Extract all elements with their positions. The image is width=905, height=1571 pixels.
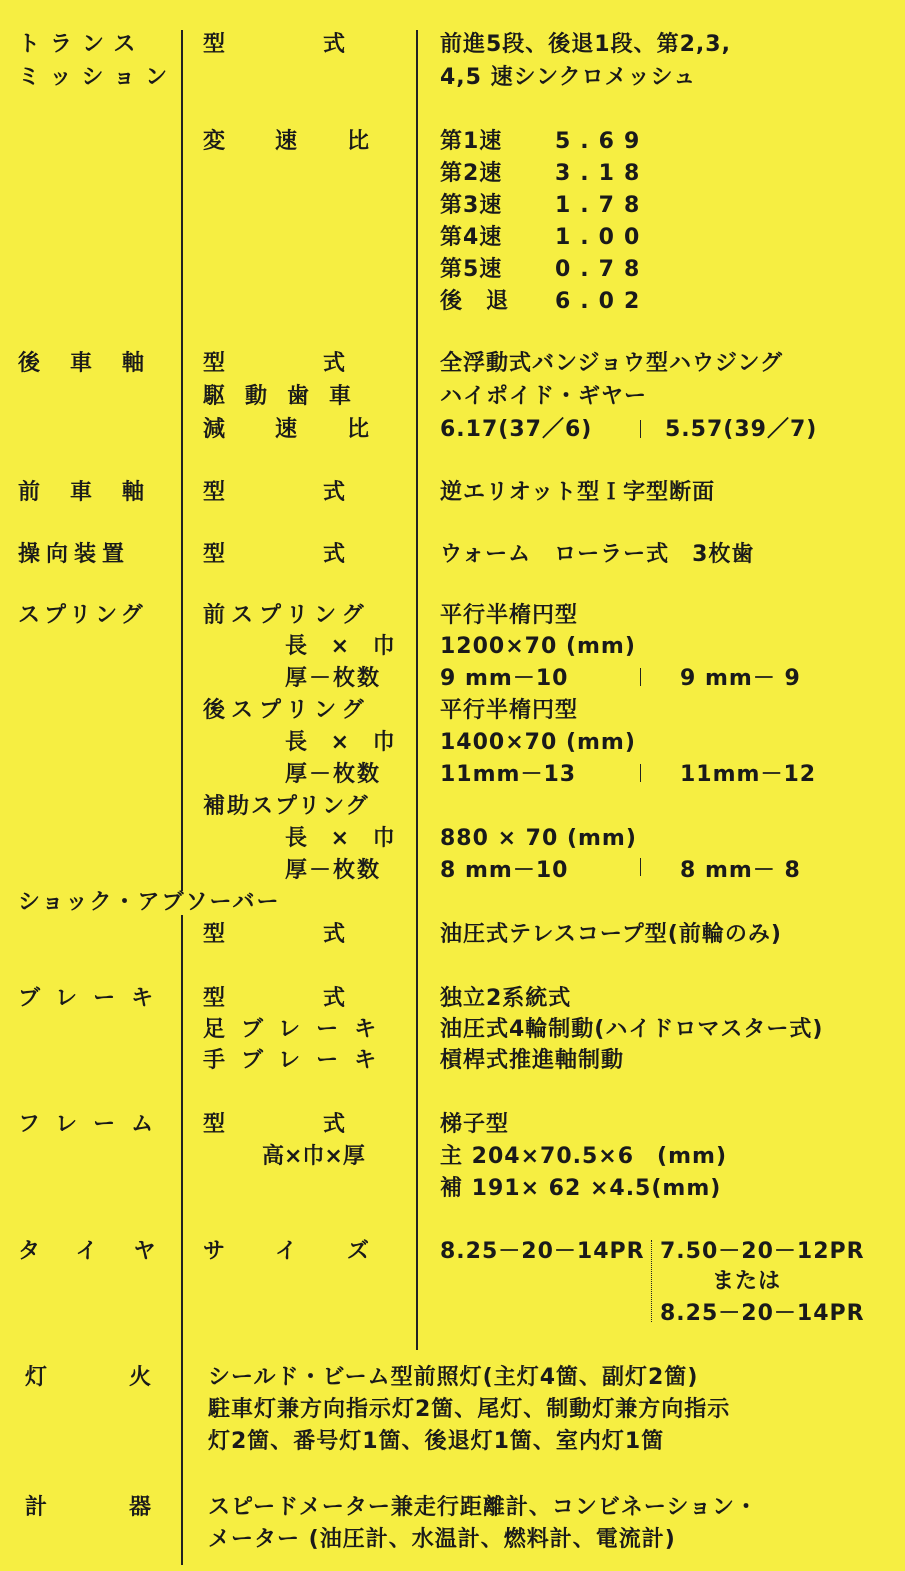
frame-dim-label: 高×巾×厚 bbox=[262, 1144, 365, 1169]
gear-label: 第1速 bbox=[440, 129, 503, 154]
category-shock-absorber: ショック・アブソーバー bbox=[18, 890, 281, 915]
rear-axle-ratio-label: 減 速 比 bbox=[203, 417, 372, 442]
front-spring-thick-b: 9 mm－ 9 bbox=[680, 666, 801, 691]
gear-label: 第2速 bbox=[440, 161, 503, 186]
rear-axle-type-label: 型 式 bbox=[203, 351, 348, 376]
gear-label: 第5速 bbox=[440, 257, 503, 282]
tire-size-label: サ イ ズ bbox=[203, 1239, 372, 1264]
gear-value: 6.02 bbox=[555, 289, 650, 314]
shock-type-value: 油圧式テレスコープ型(前輪のみ) bbox=[440, 922, 782, 947]
frame-type-value: 梯子型 bbox=[440, 1112, 510, 1137]
category-steering: 操向装置 bbox=[18, 542, 131, 567]
category-front-axle: 前車軸 bbox=[18, 480, 175, 505]
gear-label: 第4速 bbox=[440, 225, 503, 250]
front-spring-type: 平行半楕円型 bbox=[440, 603, 579, 628]
rear-spring-divider bbox=[640, 764, 641, 782]
category-frame: フレーム bbox=[18, 1112, 170, 1137]
gear-value: 1.00 bbox=[555, 225, 650, 250]
category-tire: タイヤ bbox=[18, 1239, 192, 1264]
frame-type-label: 型 式 bbox=[203, 1112, 348, 1137]
transmission-type-value-2: 4,5 速シンクロメッシュ bbox=[440, 65, 697, 90]
rear-axle-ratio-divider bbox=[640, 420, 641, 438]
shock-type-label: 型 式 bbox=[203, 922, 348, 947]
aux-spring-thick-label: 厚－枚数 bbox=[285, 858, 382, 883]
brake-type-value: 独立2系統式 bbox=[440, 986, 572, 1011]
transmission-type-value-1: 前進5段、後退1段、第2,3, bbox=[440, 32, 731, 57]
rear-spring-label: 後スプリング bbox=[203, 698, 370, 723]
front-axle-type-label: 型 式 bbox=[203, 480, 348, 505]
lights-line-2: 駐車灯兼方向指示灯2箇、尾灯、制動灯兼方向指示 bbox=[208, 1397, 731, 1422]
rear-spring-type: 平行半楕円型 bbox=[440, 698, 579, 723]
tire-size-a: 8.25－20－14PR bbox=[440, 1239, 645, 1264]
rear-spring-thick-a: 11mm－13 bbox=[440, 762, 577, 787]
frame-main-value: 主 204×70.5×6 (mm) bbox=[440, 1144, 727, 1169]
tire-size-b3: 8.25－20－14PR bbox=[660, 1301, 865, 1326]
gear-label: 第3速 bbox=[440, 193, 503, 218]
gear-value: 1.78 bbox=[555, 193, 650, 218]
lights-line-1: シールド・ビーム型前照灯(主灯4箇、副灯2箇) bbox=[208, 1365, 699, 1390]
rear-spring-size: 1400×70 (mm) bbox=[440, 730, 636, 755]
left-column-rule bbox=[181, 30, 183, 1565]
gear-value: 3.18 bbox=[555, 161, 650, 186]
gear-value: 0.78 bbox=[555, 257, 650, 282]
tire-size-b2: または bbox=[712, 1269, 782, 1294]
transmission-type-label: 型 式 bbox=[203, 32, 348, 57]
hand-brake-label: 手ブレーキ bbox=[203, 1048, 393, 1073]
brake-type-label: 型 式 bbox=[203, 986, 348, 1011]
tire-size-b1: 7.50－20－12PR bbox=[660, 1239, 865, 1264]
front-axle-type-value: 逆エリオット型Ｉ字型断面 bbox=[440, 480, 716, 505]
category-lights: 灯 火 bbox=[25, 1365, 156, 1390]
rear-axle-ratio-b: 5.57(39／7) bbox=[665, 417, 818, 442]
aux-spring-size: 880 × 70 (mm) bbox=[440, 826, 637, 851]
front-spring-size: 1200×70 (mm) bbox=[440, 634, 636, 659]
frame-aux-value: 補 191× 62 ×4.5(mm) bbox=[440, 1176, 722, 1201]
category-transmission-2: ミッション bbox=[18, 65, 178, 90]
aux-spring-thick-b: 8 mm－ 8 bbox=[680, 858, 801, 883]
category-springs: スプリング bbox=[18, 603, 147, 628]
rear-spring-thick-label: 厚－枚数 bbox=[285, 762, 382, 787]
lights-line-3: 灯2箇、番号灯1箇、後退灯1箇、室内灯1箇 bbox=[208, 1429, 665, 1454]
aux-spring-label: 補助スプリング bbox=[203, 794, 370, 819]
aux-spring-divider bbox=[640, 858, 641, 876]
foot-brake-label: 足ブレーキ bbox=[203, 1017, 393, 1042]
category-transmission-1: トランス bbox=[18, 32, 146, 57]
category-instruments: 計 器 bbox=[25, 1495, 156, 1520]
foot-brake-value: 油圧式4輪制動(ハイドロマスター式) bbox=[440, 1017, 824, 1042]
rear-axle-gear-value: ハイポイド・ギヤー bbox=[440, 384, 648, 409]
rear-axle-ratio-a: 6.17(37／6) bbox=[440, 417, 593, 442]
category-brake: ブレーキ bbox=[18, 986, 170, 1011]
front-spring-thick-a: 9 mm－10 bbox=[440, 666, 569, 691]
rear-spring-size-label: 長 × 巾 bbox=[285, 730, 403, 755]
rear-axle-type-value: 全浮動式バンジョウ型ハウジング bbox=[440, 351, 784, 376]
transmission-ratio-label: 変 速 比 bbox=[203, 129, 372, 154]
front-spring-size-label: 長 × 巾 bbox=[285, 634, 403, 659]
instruments-line-2: メーター (油圧計、水温計、燃料計、電流計) bbox=[208, 1527, 676, 1552]
steering-type-value: ウォーム ローラー式 3枚歯 bbox=[440, 542, 755, 567]
aux-spring-thick-a: 8 mm－10 bbox=[440, 858, 569, 883]
front-spring-divider bbox=[640, 668, 641, 686]
steering-type-label: 型 式 bbox=[203, 542, 348, 567]
gear-label: 後 退 bbox=[440, 289, 510, 314]
hand-brake-value: 槓桿式推進軸制動 bbox=[440, 1048, 625, 1073]
right-column-rule bbox=[416, 30, 418, 1350]
instruments-line-1: スピードメーター兼走行距離計、コンビネーション・ bbox=[208, 1495, 759, 1520]
gear-value: 5.69 bbox=[555, 129, 650, 154]
front-spring-thick-label: 厚－枚数 bbox=[285, 666, 382, 691]
front-spring-label: 前スプリング bbox=[203, 603, 370, 628]
rear-spring-thick-b: 11mm－12 bbox=[680, 762, 817, 787]
tire-size-divider bbox=[651, 1240, 653, 1322]
aux-spring-size-label: 長 × 巾 bbox=[285, 826, 403, 851]
category-rear-axle: 後車軸 bbox=[18, 351, 175, 376]
rear-axle-gear-label: 駆動歯車 bbox=[203, 384, 372, 409]
